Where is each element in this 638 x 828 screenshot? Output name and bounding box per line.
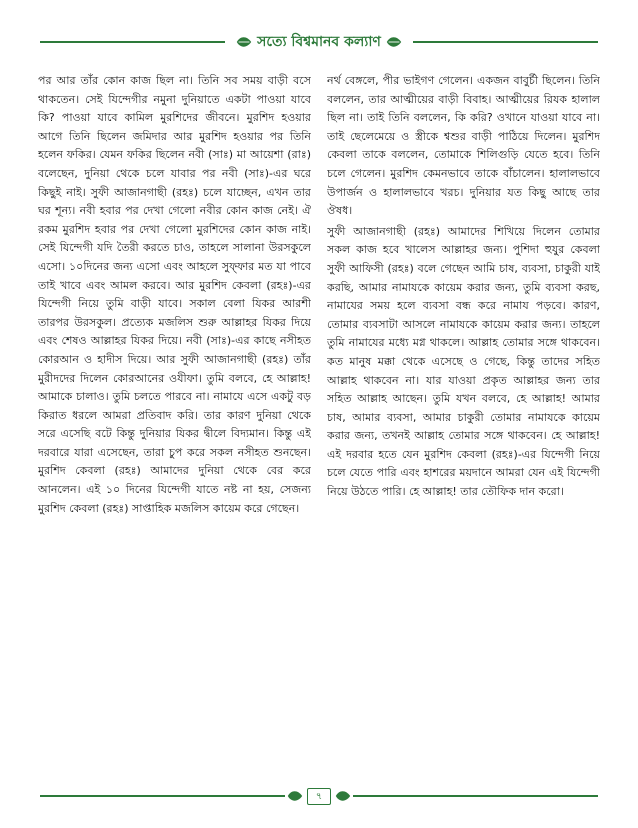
- header-rule-left: [40, 41, 225, 43]
- header-rule-right: [413, 41, 598, 43]
- page-header: [40, 30, 598, 54]
- article-body: [38, 72, 600, 762]
- left-column: [38, 72, 311, 762]
- paragraph: পর আর তাঁর কোন কাজ ছিল না। তিনি সব সময় বাড়ী বসে থাকতেন। সেই যিন্দেগীর নমুনা দুনিয়াতে একটা পাওয়া যাবে কি? পাওয়া যাবে কামিল মুরশিদের জীবনে। মুরশিদ হওয়ার আগে তিনি ছিলেন জমিদার আর মুরশিদ হওয়ার পর তিনি হলেন ফকির। যেমন ফকির ছিলেন নবী (সাঃ) মা আয়েশা (রাঃ) বলেছেন, দুনিয়া থেকে চলে যাবার পর নবী (সাঃ)-এর ঘরে কিছুই নাই। সুফী আজানগাছী (রহঃ) চলে যাচ্ছেন, এখন তার ঘর শূন্য। নবী হবার পর দেখা গেলো নবীর কোন কাজ নেই। ঐ রকম মুরশিদ হবার পর দেখা গেলো মুরশিদের কোন কাজ নাই। সেই যিন্দেগী যদি তৈরী করতে চাও, তাহলে সালানা উরসকুলে এসো। ১০দিনের জন্য এসো এবং আহলে সুফ্‌ফার মত যা পাবে তাই খাবে এবং আমল করবে। আর মুরশিদ কেবলা (রহঃ)-এর যিন্দেগী নিয়ে তুমি বাড়ী যাবে। সকাল বেলা যিকর আরশী তারপর উরসকুল। প্রত্যেক মজলিস শুরু আল্লাহর যিকর দিয়ে এবং শেষও আল্লাহর যিকর দিয়ে। নবী (সাঃ)-এর কাছে নসীহত কোরআন ও হাদীস দিয়ে। আর সুফী আজানগাছী (রহঃ) তাঁর মুরীদদের দিলেন কোরআনের ওযীফা। তুমি বলবে, হে আল্লাহ! আমাকে চালাও। তুমি চলতে পারবে না। নামাযে এসে একটু বড় কিরাত ধরলে আমরা প্রতিবাদ করি। তার কারণ দুনিয়া থেকে সরে এসেছি বটে কিন্তু দুনিয়ার যিকর দ্বীলে বিদ্যমান। কিন্তু এই দরবারে যারা এসেছেন, তারা চুপ করে সকল নসীহত শুনছেন। মুরশিদ কেবলা (রহঃ) আমাদের দুনিয়া থেকে বের করে আনলেন। এই ১০ দিনের যিন্দেগী যাতে নষ্ট না হয়, সেজন্য মুরশিদ কেবলা (রহঃ) সাপ্তাহিক মজলিস কায়েম করে গেছেন।: [38, 74, 311, 515]
- footer-rule-right: [353, 795, 598, 797]
- page-number: ৭: [307, 788, 331, 805]
- paragraph: সুফী আজানগাছী (রহঃ) আমাদের শিখিয়ে দিলেন তোমার সকল কাজ হবে খালেস আল্লাহর জন্য। পুশিদা হুযুর কেবলা সুফী আফিসী (রহঃ) বলে গেছেন আমি চাষ, ব্যবসা, চাকুরী যাই করছি, আমার নামাযকে কায়েম করার জন্য, তুমি ব্যবসা করছ, নামাযের সময় হলে ব্যবসা বন্ধ করে নামায পড়বে। কারণ, তোমার ব্যবসাটা আসলে নামাযকে কায়েম করার জন্য। তাহলে তুমি নামাযের মধ্যে মগ্ন থাকলে। আল্লাহ তোমার সঙ্গে থাকবেন। কত মানুষ মক্কা থেকে এসেছে ও গেছে, কিন্তু তাদের সহিত আল্লাহ থাকবেন না। যার যাওয়া প্রকৃত আল্লাহর জন্য তার সহিত আল্লাহ আছেন। তুমি যখন বলবে, হে আল্লাহ! আমার চাষ, আমার ব্যবসা, আমার চাকুরী তোমার নামাযকে কায়েম করার জন্য, তখনই আল্লাহ তোমার সঙ্গে থাকবেন। হে আল্লাহ! এই দরবার হতে যেন মুরশিদ কেবলা (রহঃ)-এর যিন্দেগী নিয়ে চলে যেতে পারি এবং হাশরের ময়দানে আমরা যেন এই যিন্দেগী নিয়ে উঠতে পারি। হে আল্লাহ! তার তৌফিক দান করো।: [327, 224, 600, 499]
- right-column: [327, 72, 600, 762]
- leaf-ornament-icon: [286, 787, 304, 805]
- page-footer: [40, 786, 598, 806]
- leaf-ornament-icon: [385, 33, 403, 51]
- paragraph: নর্থ বেঙ্গলে, পীর ভাইগণ গেলেন। একজন বাবুর্চী ছিলেন। তিনি বললেন, তার আত্মীয়ের বাড়ী বিবাহ। আত্মীয়ের রিযক হালাল ছিল না। তাই তিনি বললেন, কি করি? ওখানে যাওয়া যাবে না। তাই ছেলেমেয়ে ও স্ত্রীকে শ্বশুর বাড়ী পাঠিয়ে দিলেন। মুরশিদ কেবলা তাকে বললেন, তোমাকে শিলিগুড়ি যেতে হবে। তিনি চলে গেলেন। মুরশিদ কেমনভাবে তাকে বাঁচালেন। হালালভাবে উপার্জন ও হালালভাবে খরচ। দুনিয়ার যত কিছু আছে তার ঔষধ।: [327, 74, 600, 218]
- footer-page-group: [285, 786, 353, 806]
- header-title-group: [225, 30, 413, 54]
- leaf-ornament-icon: [235, 33, 253, 51]
- leaf-ornament-icon: [334, 787, 352, 805]
- footer-rule-left: [40, 795, 285, 797]
- page-title: সত্যে বিশ্বমানব কল্যাণ: [257, 34, 381, 50]
